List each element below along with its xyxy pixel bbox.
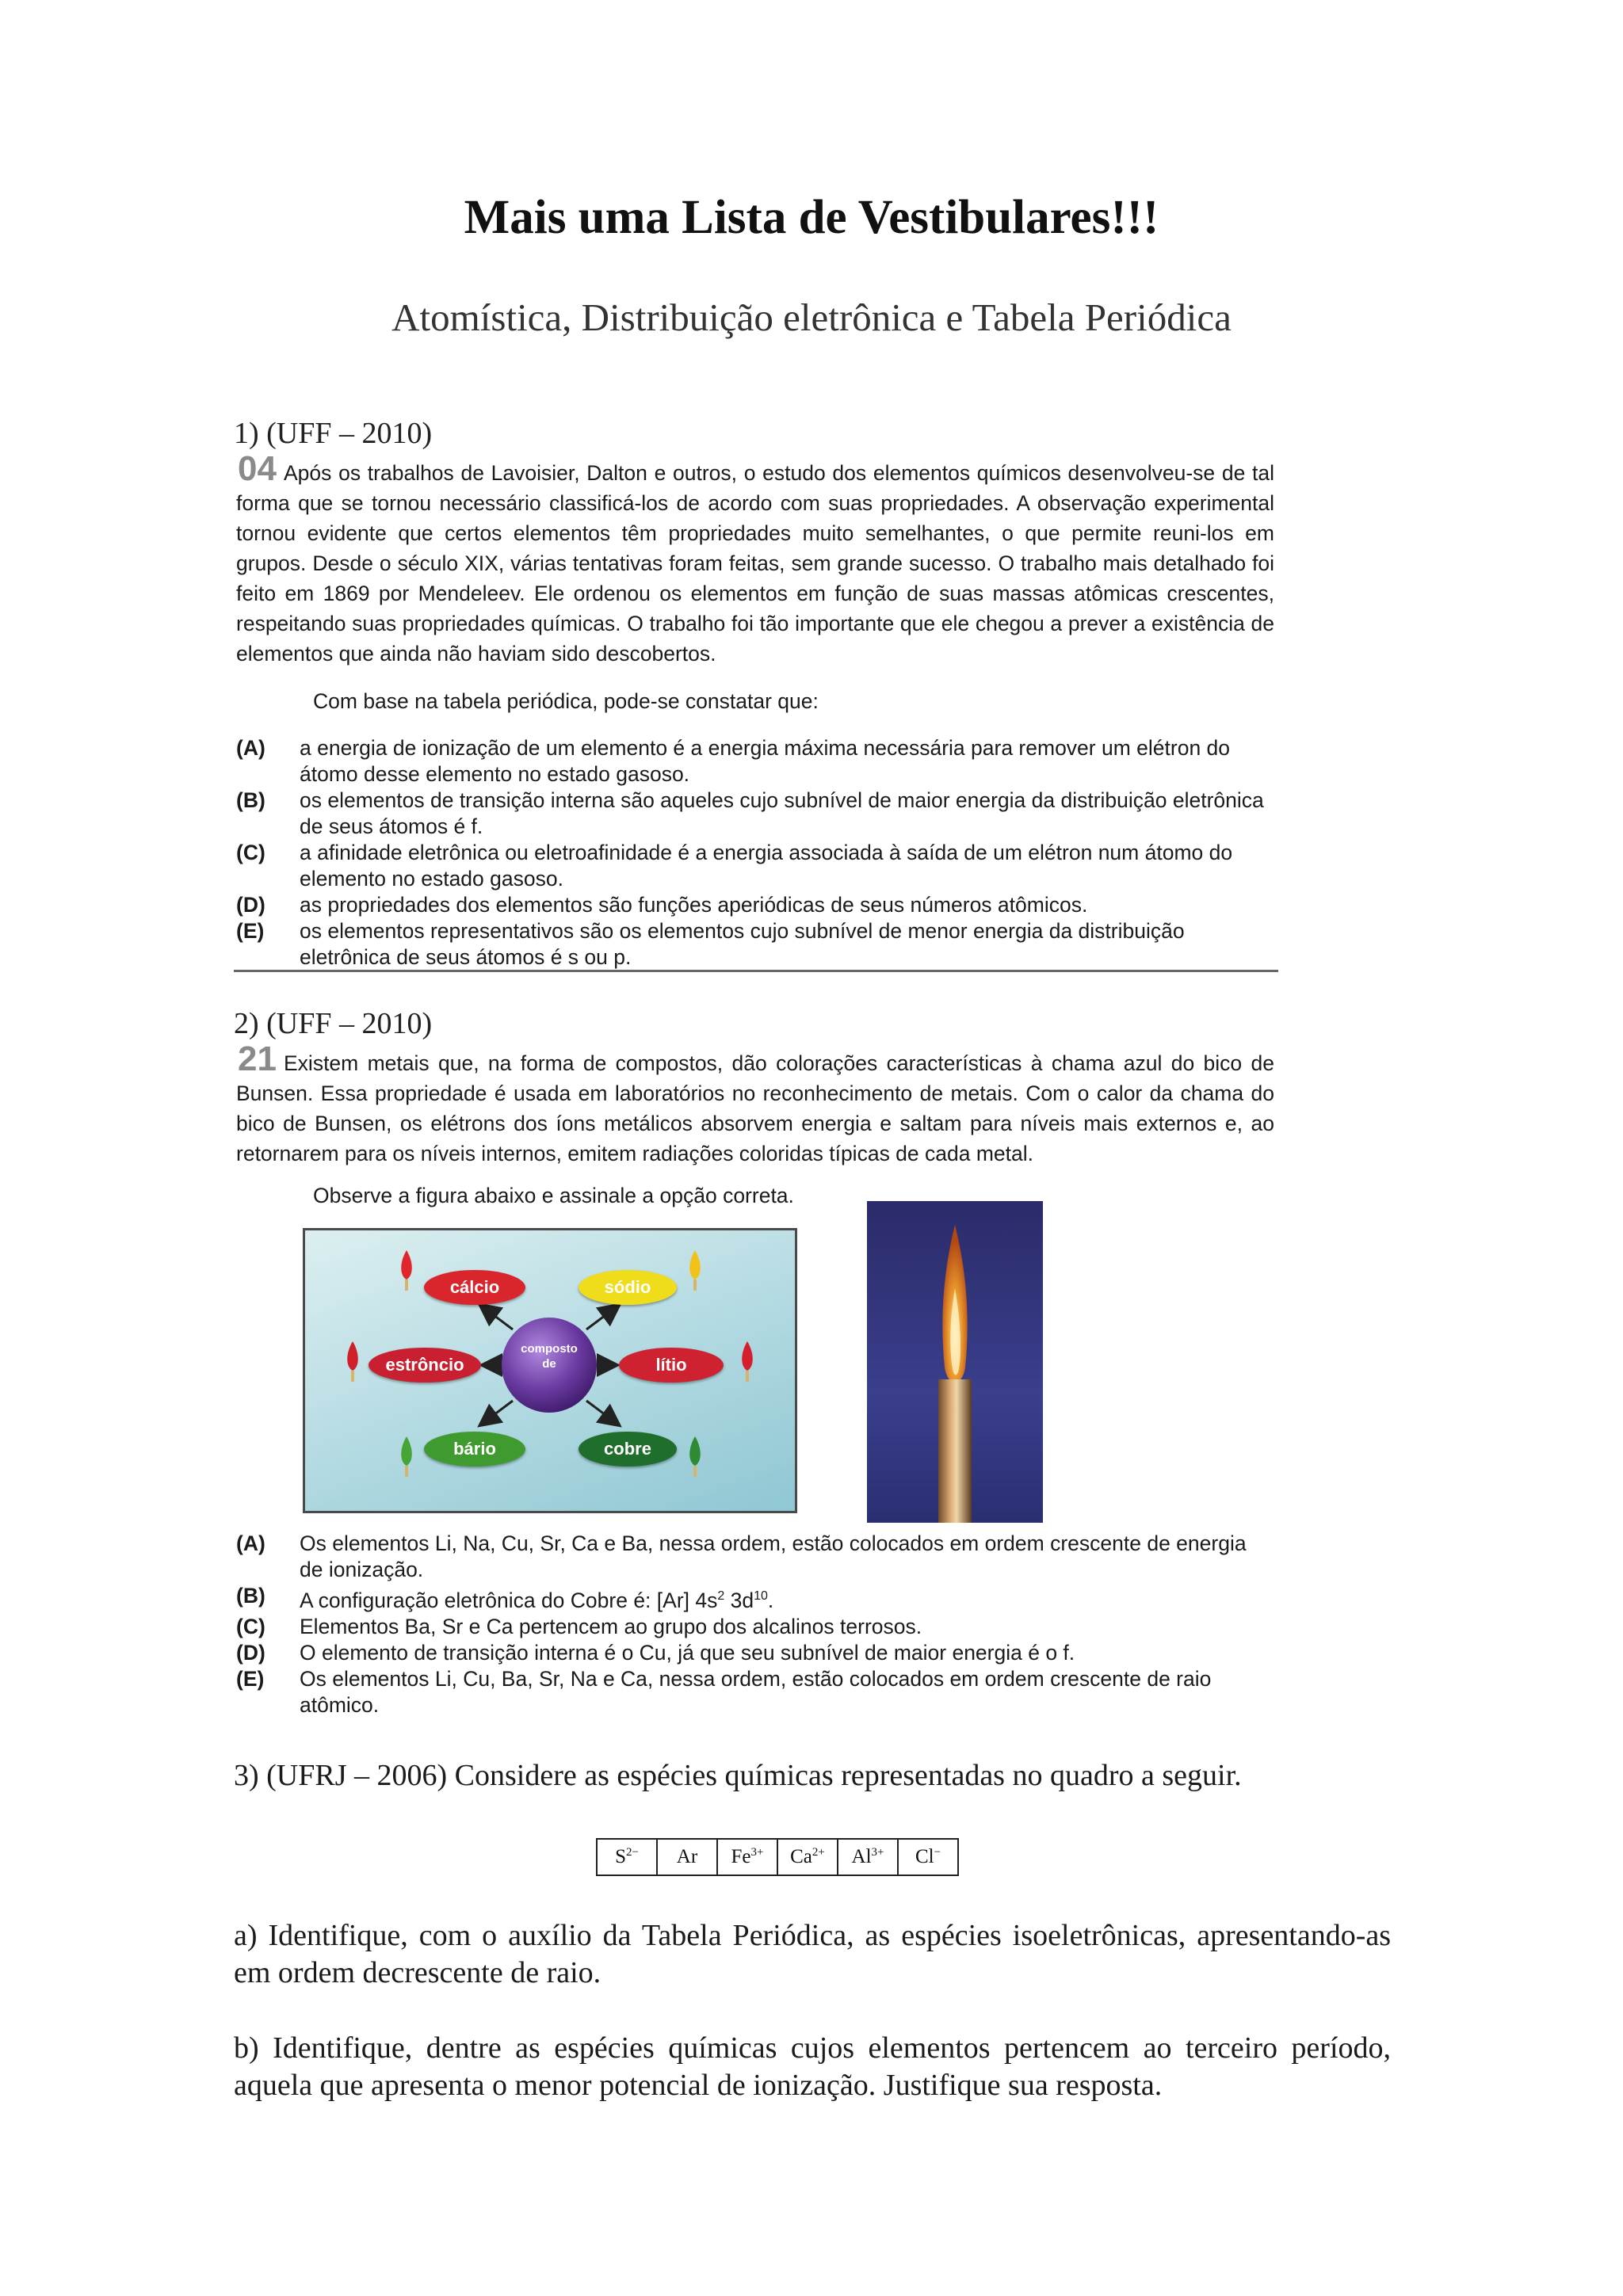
- species-cell: [597, 1839, 657, 1875]
- question-2-options: [236, 1531, 1274, 1718]
- question-3-item-a: a) Identifique, com o auxílio da Tabela Periódica, as espécies isoeletrônicas, apresentando-as em ordem decrescente de raio.: [234, 1919, 1391, 1989]
- flame-test-figure: [303, 1228, 797, 1513]
- question-1-paragraph-text: Após os trabalhos de Lavoisier, Dalton e outros, o estudo dos elementos químicos desenvolveu-se de tal forma que se tornou necessário classificá-los de acordo com suas propriedades. A observação experimental tornou evidente que certos elementos têm propriedades muito semelhantes, o que permite reuni-los em grupos. Desde o século XIX, várias tentativas foram feitas, sem grande sucesso. O trabalho mais detalhado foi feito em 1869 por Mendeleev. Ele ordenou os elementos em função de suas massas atômicas crescentes, respeitando suas propriedades químicas. O trabalho foi tão importante que ele chegou a prever a existência de elementos que ainda não haviam sido descobertos.: [236, 461, 1274, 666]
- species-symbol: Ca: [790, 1846, 812, 1868]
- option-a: [236, 1531, 1274, 1583]
- superscript: 10: [754, 1589, 768, 1603]
- species-symbol: Ar: [676, 1846, 698, 1868]
- flame-icon: [689, 1250, 701, 1280]
- option-letter: (A): [236, 736, 265, 760]
- option-letter: (D): [236, 1640, 265, 1665]
- flame-icon: [351, 1371, 354, 1382]
- option-text: a afinidade eletrônica ou eletroafinidade é a energia associada à saída de um elétron num átomo do elemento no estado gasoso.: [300, 841, 1233, 891]
- option-text: os elementos representativos são os elementos cujo subnível de menor energia da distribuição eletrônica de seus átomos é s ou p.: [300, 919, 1185, 969]
- option-text-part: 3d: [724, 1588, 754, 1612]
- option-text: Os elementos Li, Na, Cu, Sr, Ca e Ba, nessa ordem, estão colocados em ordem crescente de energia de ionização.: [300, 1531, 1247, 1581]
- species-charge: −: [934, 1845, 941, 1859]
- option-e: [236, 1666, 1274, 1718]
- species-symbol: Al: [851, 1846, 872, 1868]
- question-1-options: [236, 735, 1274, 971]
- page-title: Mais uma Lista de Vestibulares!!!: [464, 191, 1159, 244]
- option-text-part: .: [767, 1588, 774, 1612]
- compound-label: [510, 1341, 589, 1371]
- option-d: [236, 892, 1274, 918]
- species-charge: 2+: [812, 1845, 825, 1859]
- option-text-part: A configuração eletrônica do Cobre é: [Ar] 4s: [300, 1588, 718, 1612]
- question-2-paragraph-text: Existem metais que, na forma de compostos, dão colorações características à chama azul do bico de Bunsen. Essa propriedade é usada em laboratórios no reconhecimento de metais. Com o calor da chama do bico de Bunsen, os elétrons dos íons metálicos absorvem energia e saltam para níveis mais externos e, ao retornarem para os níveis internos, emitem radiações coloridas típicas de cada metal.: [236, 1051, 1274, 1165]
- question-3-heading: 3) (UFRJ – 2006) Considere as espécies químicas representadas no quadro a seguir.: [234, 1759, 1242, 1792]
- option-b: [236, 1583, 1274, 1614]
- flame-icon: [405, 1466, 408, 1477]
- option-a: [236, 735, 1274, 788]
- flame-icon: [347, 1341, 358, 1371]
- label-calcio: cálcio: [424, 1270, 525, 1305]
- option-text: a energia de ionização de um elemento é a energia máxima necessária para remover um elétron do átomo desse elemento no estado gasoso.: [300, 736, 1231, 786]
- species-symbol: Fe: [731, 1846, 751, 1868]
- option-d: [236, 1640, 1274, 1666]
- flame-icon: [742, 1341, 753, 1371]
- option-letter: (B): [236, 788, 265, 812]
- compound-label-line: composto: [521, 1342, 578, 1356]
- section-divider: [234, 970, 1278, 972]
- option-c: [236, 1614, 1274, 1640]
- species-charge: 3+: [750, 1845, 764, 1859]
- flame-icon: [401, 1436, 412, 1466]
- option-letter: (E): [236, 1666, 265, 1691]
- flame-icon: [746, 1371, 749, 1382]
- question-1-heading: 1) (UFF – 2010): [234, 417, 433, 450]
- superscript: 2: [717, 1589, 725, 1603]
- option-e: [236, 918, 1274, 971]
- species-cell: [657, 1839, 717, 1875]
- option-text: as propriedades dos elementos são funções aperiódicas de seus números atômicos.: [300, 893, 1088, 917]
- label-cobre: cobre: [579, 1432, 677, 1466]
- question-2-heading: 2) (UFF – 2010): [234, 1007, 433, 1040]
- species-charge: 2−: [625, 1845, 639, 1859]
- option-letter: (D): [236, 893, 265, 917]
- arrow-bario: [481, 1401, 513, 1425]
- question-3-item-b: b) Identifique, dentre as espécies químicas cujos elementos pertencem ao terceiro período, aquela que apresenta o menor potencial de ionização. Justifique sua resposta.: [234, 2031, 1391, 2102]
- label-litio: lítio: [619, 1348, 724, 1383]
- option-letter: (A): [236, 1531, 265, 1555]
- species-cell: [838, 1839, 898, 1875]
- flame-icon: [693, 1466, 697, 1477]
- arrow-calcio: [481, 1306, 513, 1329]
- species-cell: [777, 1839, 838, 1875]
- label-bario: bário: [424, 1432, 525, 1466]
- option-text: O elemento de transição interna é o Cu, já que seu subnível de maior energia é o f.: [300, 1640, 1075, 1665]
- question-1-paragraph: [236, 458, 1274, 669]
- option-text: [300, 1583, 1274, 1614]
- option-letter: (C): [236, 841, 265, 864]
- question-2-paragraph: [236, 1048, 1274, 1169]
- flame-icon: [405, 1280, 408, 1291]
- arrow-sodio: [586, 1306, 618, 1329]
- question-1-number: 04: [238, 449, 277, 488]
- option-text: os elementos de transição interna são aqueles cujo subnível de maior energia da distribuição eletrônica de seus átomos é f.: [300, 788, 1264, 838]
- page-subtitle: Atomística, Distribuição eletrônica e Tabela Periódica: [391, 296, 1232, 339]
- question-2-prompt: Observe a figura abaixo e assinale a opção correta.: [313, 1184, 794, 1207]
- option-b: [236, 788, 1274, 840]
- option-letter: (C): [236, 1614, 265, 1638]
- question-1-prompt: Com base na tabela periódica, pode-se constatar que:: [313, 689, 819, 713]
- species-row: [597, 1839, 958, 1875]
- arrow-cobre: [586, 1401, 618, 1425]
- option-c: [236, 840, 1274, 892]
- species-symbol: Cl: [915, 1846, 934, 1868]
- species-table: [596, 1838, 959, 1876]
- compound-label-line: de: [542, 1357, 556, 1371]
- flame-icon: [401, 1250, 412, 1280]
- label-sodio: sódio: [579, 1270, 677, 1305]
- label-estroncio: estrôncio: [369, 1348, 481, 1383]
- option-letter: (E): [236, 919, 265, 943]
- bunsen-flame-photo: [867, 1201, 1043, 1523]
- flame-icon: [689, 1436, 701, 1466]
- species-cell: [717, 1839, 777, 1875]
- option-letter: (B): [236, 1584, 265, 1608]
- option-text: Elementos Ba, Sr e Ca pertencem ao grupo dos alcalinos terrosos.: [300, 1614, 922, 1638]
- option-text: Os elementos Li, Cu, Ba, Sr, Na e Ca, nessa ordem, estão colocados em ordem crescente de raio atômico.: [300, 1666, 1212, 1717]
- species-cell: [898, 1839, 958, 1875]
- flame-icon: [693, 1280, 697, 1291]
- species-charge: 3+: [871, 1845, 884, 1859]
- species-symbol: S: [615, 1846, 626, 1868]
- question-2-number: 21: [238, 1039, 277, 1078]
